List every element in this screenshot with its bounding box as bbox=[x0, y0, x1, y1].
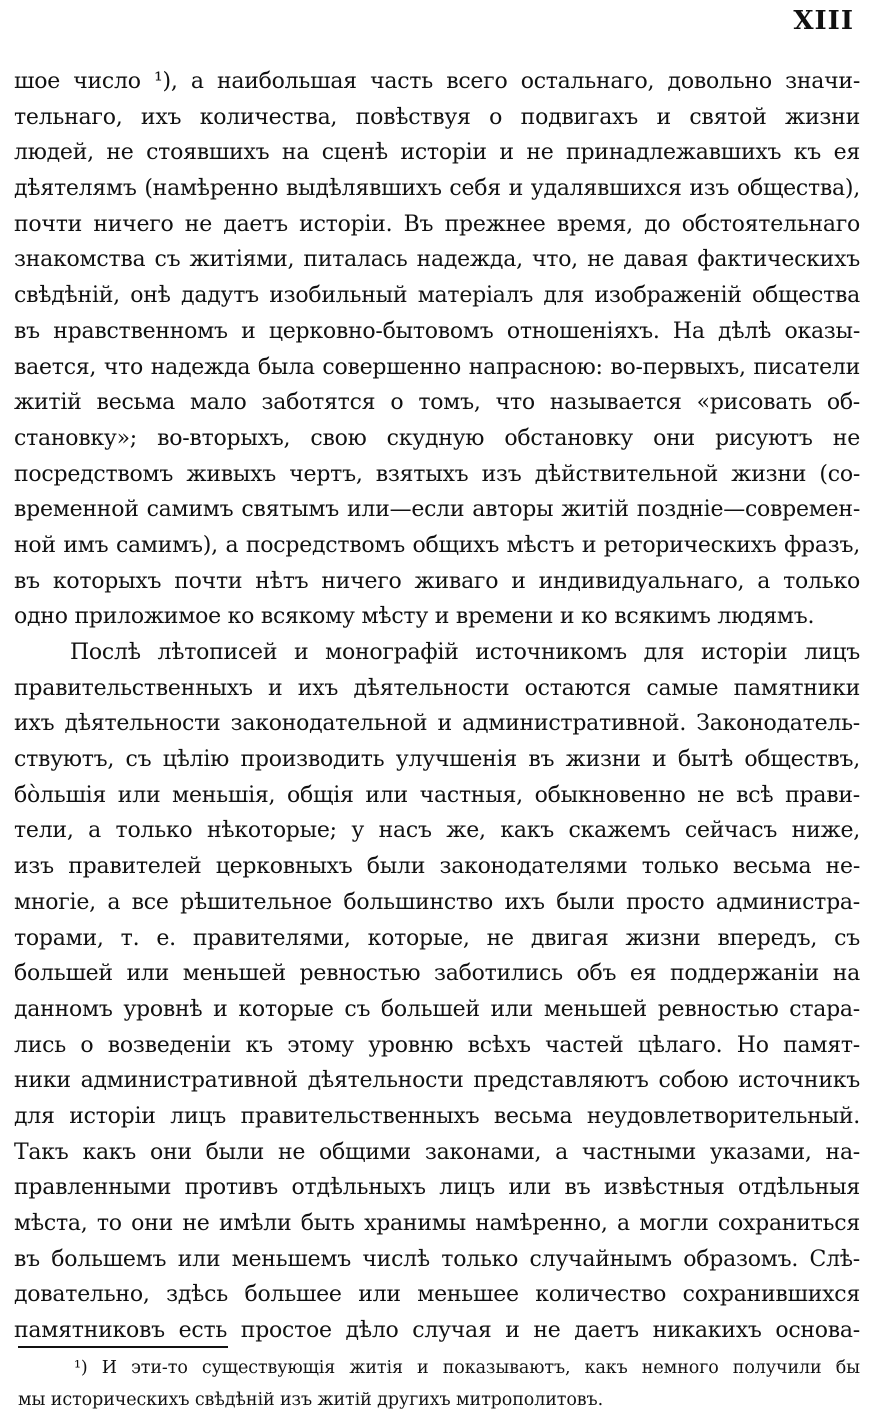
text-line: данномъ уровнѣ и которые съ большей или меньшей ревностью стара- bbox=[14, 996, 860, 1022]
text-line: ихъ дѣятельности законодательной и административной. Законодатель- bbox=[14, 711, 860, 737]
text-line: шое число ¹), а наибольшая часть всего остальнаго, довольно значи- bbox=[14, 69, 860, 94]
text-line: свѣдѣній, онѣ дадутъ изобильный матеріалъ для изображеній общества bbox=[14, 283, 860, 309]
text-line: торами, т. е. правителями, которые, не двигая жизни впередъ, съ bbox=[14, 925, 860, 951]
footnote-line: ¹) И эти-то существующія житія и показываютъ, какъ немного получили бы bbox=[74, 1358, 860, 1378]
text-line: для исторіи лицъ правительственныхъ весьма неудовлетворительный. bbox=[14, 1103, 860, 1129]
text-line: знакомства съ житіями, питалась надежда, что, не давая фактическихъ bbox=[14, 247, 860, 273]
text-line: въ большемъ или меньшемъ числѣ только случайнымъ образомъ. Слѣ- bbox=[14, 1246, 860, 1272]
text-line: большей или меньшей ревностью заботились объ ея поддержаніи на bbox=[14, 961, 860, 987]
text-line: временной самимъ святымъ или—если авторы житій позднiе—современ- bbox=[14, 497, 860, 523]
text-line: памятниковъ есть простое дѣло случая и не даетъ никакихъ основа- bbox=[14, 1318, 860, 1344]
paragraph-end-line: одно приложимое ко всякому мѣсту и времени и ко всякимъ людямъ. bbox=[14, 604, 815, 630]
page-number: XIII bbox=[793, 6, 854, 36]
text-line: ники административной дѣятельности представляютъ собою источникъ bbox=[14, 1068, 860, 1094]
text-line: бо̀льшія или меньшія, общія или частныя, обыкновенно не всѣ прави- bbox=[14, 782, 860, 808]
text-line: Такъ какъ они были не общими законами, а частными указами, на- bbox=[14, 1139, 860, 1165]
text-line: посредствомъ живыхъ чертъ, взятыхъ изъ дѣйствительной жизни (со- bbox=[14, 461, 860, 487]
footnote-line: мы историческихъ свѣдѣній изъ житій другихъ митрополитовъ. bbox=[18, 1390, 604, 1410]
text-line: ствуютъ, съ цѣлію производить улучшенія въ жизни и бытѣ обществъ, bbox=[14, 747, 860, 773]
text-line: тельнаго, ихъ количества, повѣствуя о подвигахъ и святой жизни bbox=[14, 104, 860, 130]
text-line: въ которыхъ почти нѣтъ ничего живаго и индивидуальнаго, а только bbox=[14, 568, 860, 594]
text-line: въ нравственномъ и церковно-бытовомъ отношеніяхъ. На дѣлѣ оказы- bbox=[14, 318, 860, 344]
text-line: становку»; во-вторыхъ, свою скудную обстановку они рисуютъ не bbox=[14, 425, 860, 451]
text-line: довательно, здѣсь большее или меньшее количество сохранившихся bbox=[14, 1282, 860, 1308]
text-line: тели, а только нѣкоторые; у насъ же, какъ скажемъ сейчасъ ниже, bbox=[14, 818, 860, 844]
footnote-divider bbox=[18, 1346, 228, 1348]
text-line: мѣста, то они не имѣли быть хранимы намѣренно, а могли сохраниться bbox=[14, 1211, 860, 1236]
text-line: изъ правителей церковныхъ были законодателями только весьма не- bbox=[14, 854, 860, 880]
paragraph-start-line: Послѣ лѣтописей и монографій источникомъ для исторіи лицъ bbox=[70, 640, 860, 665]
footnote bbox=[18, 1352, 860, 1416]
text-line: людей, не стоявшихъ на сценѣ исторіи и не принадлежавшихъ къ ея bbox=[14, 140, 860, 166]
text-line: дѣятелямъ (намѣренно выдѣлявшихъ себя и удалявшихся изъ общества), bbox=[14, 176, 860, 202]
text-line: ной имъ самимъ), а посредствомъ общихъ мѣстъ и реторическихъ фразъ, bbox=[14, 532, 860, 558]
text-line: житій весьма мало заботятся о томъ, что называется «рисовать об- bbox=[14, 390, 860, 416]
text-line: лись о возведеніи къ этому уровню всѣхъ частей цѣлаго. Но памят- bbox=[14, 1032, 860, 1058]
text-line: вается, что надежда была совершенно напрасною: во-первыхъ, писатели bbox=[14, 354, 860, 380]
body-text bbox=[14, 64, 860, 1349]
text-line: правленными противъ отдѣльныхъ лицъ или въ извѣстныя отдѣльныя bbox=[14, 1175, 860, 1201]
text-line: почти ничего не даетъ исторіи. Въ прежнее время, до обстоятельнаго bbox=[14, 211, 860, 237]
text-line: правительственныхъ и ихъ дѣятельности остаются самые памятники bbox=[14, 675, 860, 701]
text-line: многіе, а все рѣшительное большинство ихъ были просто администра- bbox=[14, 889, 860, 915]
